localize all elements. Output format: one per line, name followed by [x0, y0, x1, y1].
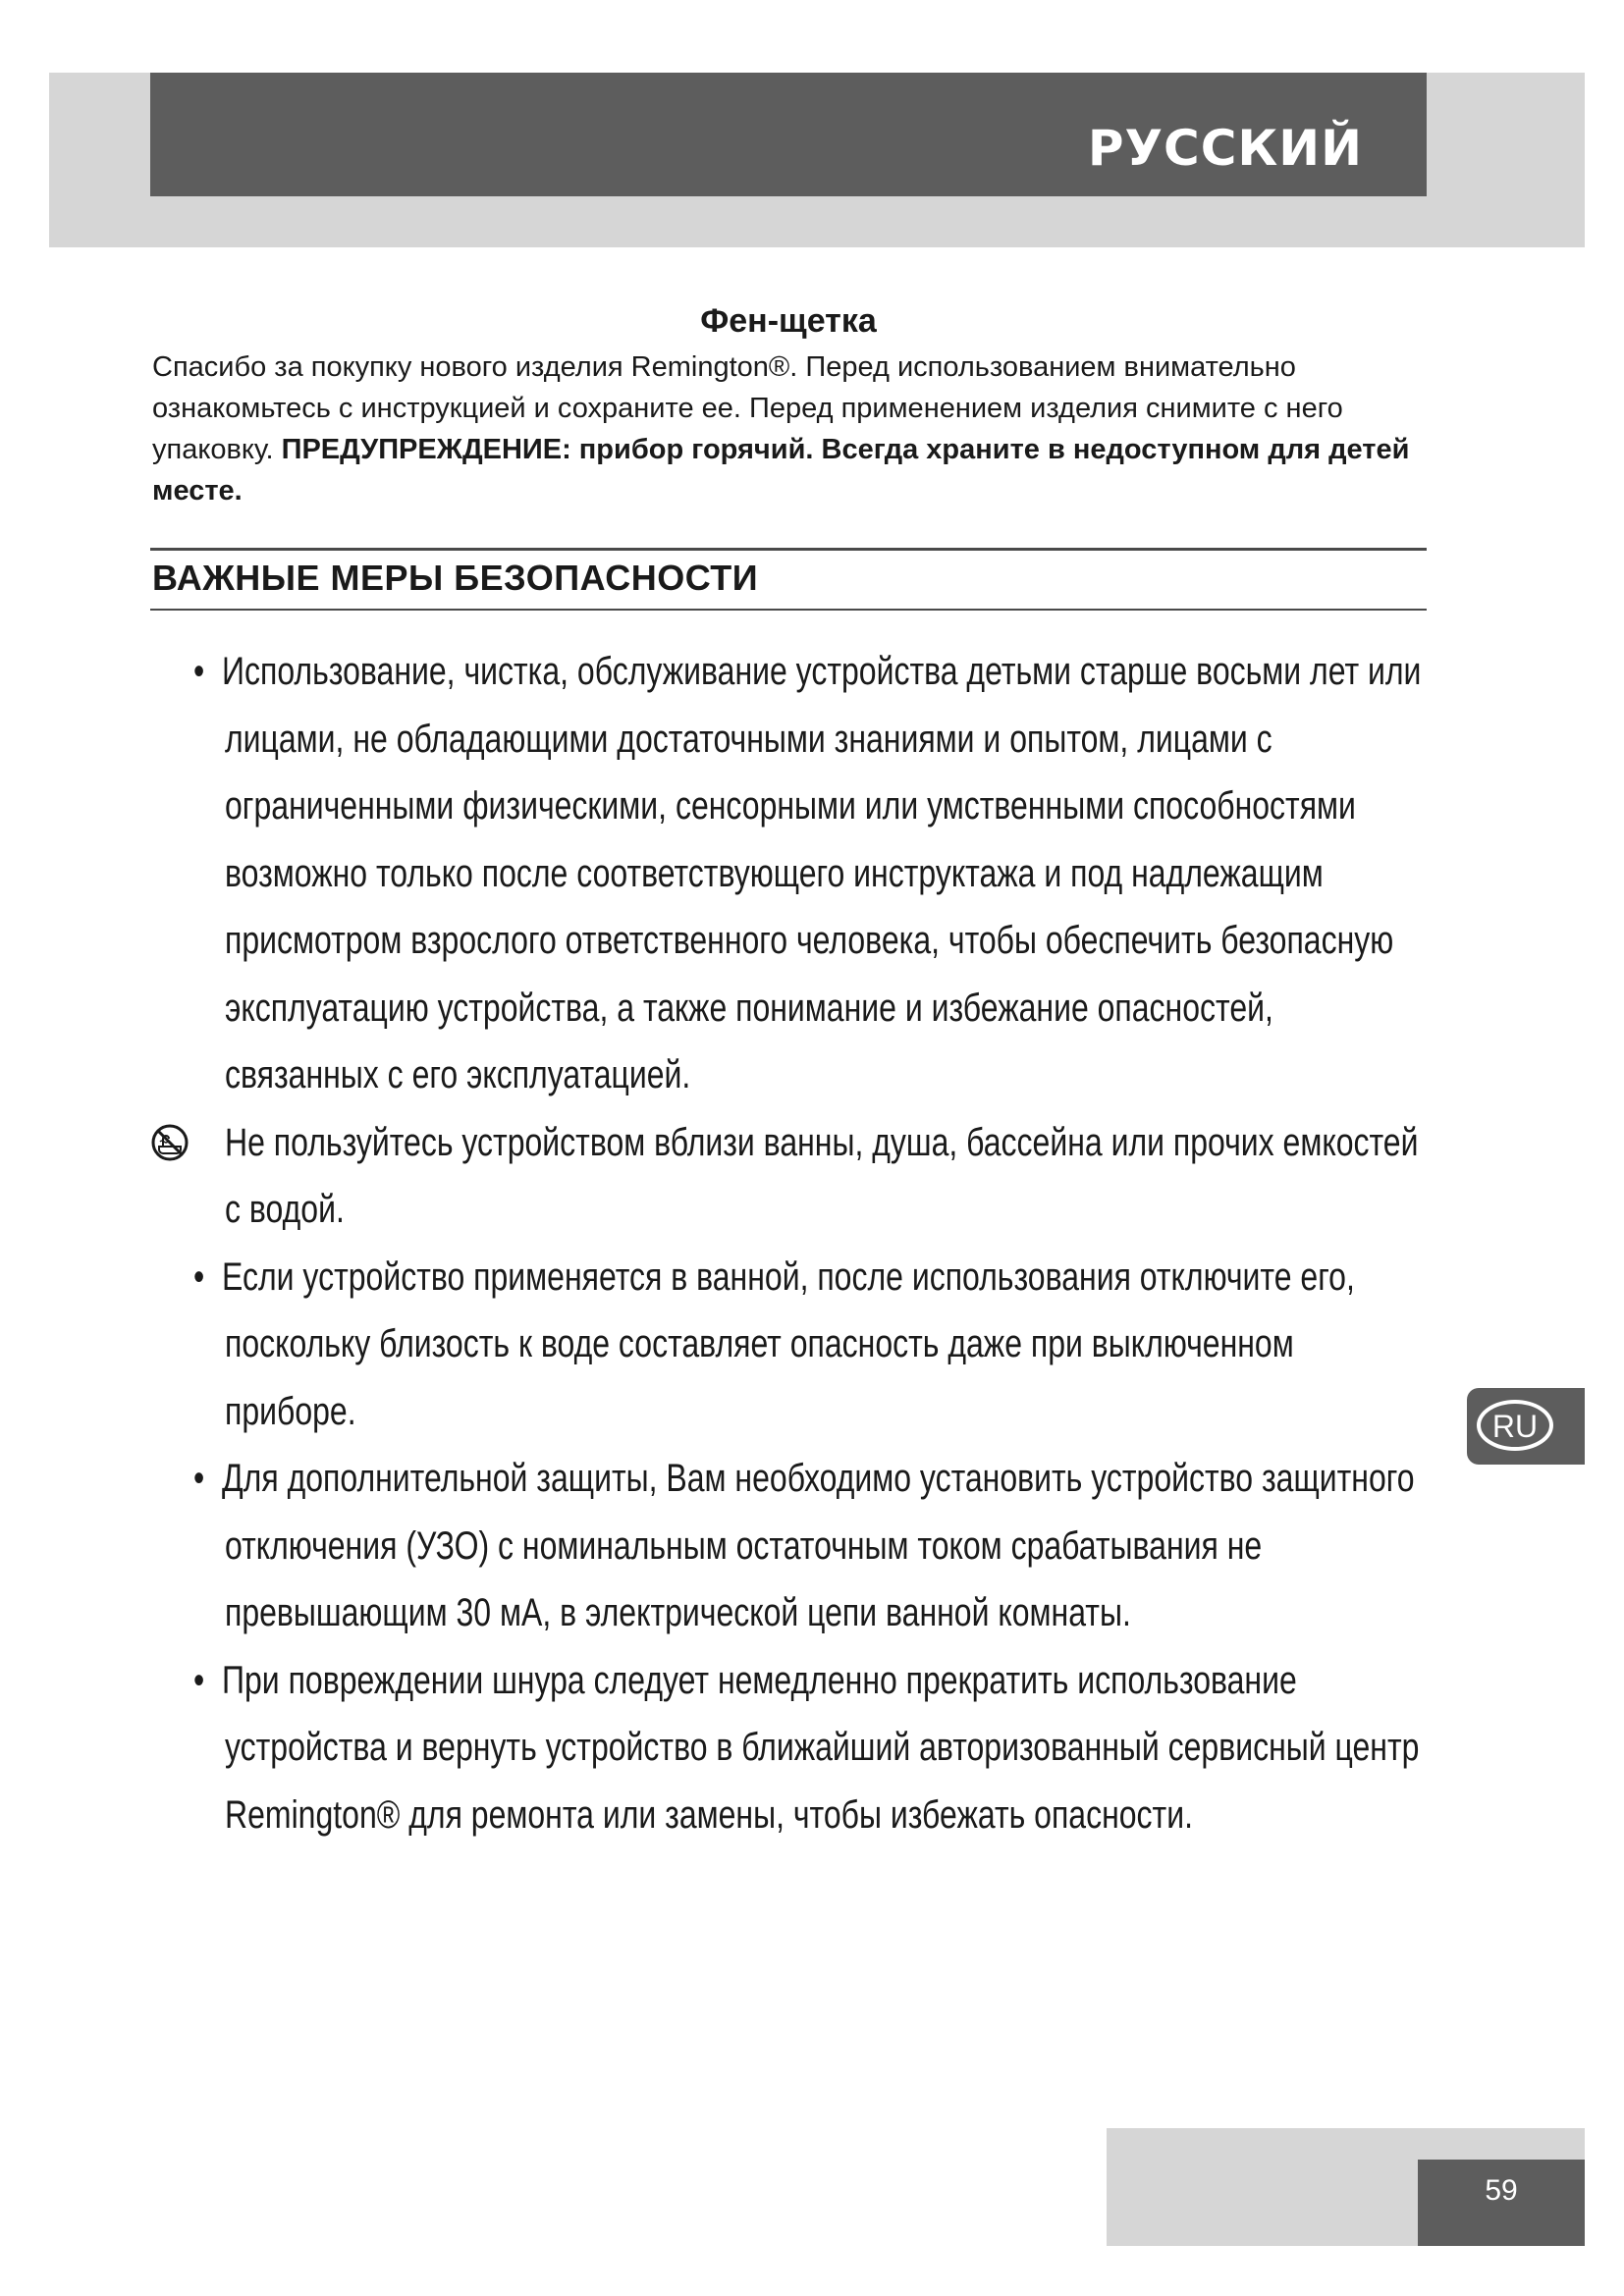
header-title-bar	[150, 73, 1427, 196]
heading-rule-top	[150, 548, 1427, 551]
intro-warning: ПРЕДУПРЕЖДЕНИЕ: прибор горячий. Всегда храните в недоступном для детей месте.	[152, 434, 1410, 507]
heading-rule-bottom	[150, 609, 1427, 611]
language-tab	[1467, 1388, 1585, 1465]
intro-paragraph	[152, 347, 1429, 511]
list-item-text: • Если устройство применяется в ванной, после использования отключите его, поскольку близость к воде составляет опасность даже при выключенном приборе.	[193, 1255, 1355, 1433]
page-number: 59	[1485, 2174, 1518, 2207]
list-item	[150, 1109, 1427, 1244]
list-item	[150, 1445, 1427, 1647]
list-item	[150, 1647, 1427, 1849]
product-title: Фен-щетка	[700, 302, 877, 340]
intro-body: Спасибо за покупку нового изделия Remington®. Перед использованием внимательно ознакомьтесь с инструкцией и сохраните ее. Перед применением изделия снимите с него упаковку.	[152, 351, 1343, 465]
bullet-marker: •	[193, 1457, 205, 1500]
section-heading: ВАЖНЫЕ МЕРЫ БЕЗОПАСНОСТИ	[152, 558, 759, 598]
language-title: РУССКИЙ	[1087, 120, 1363, 177]
list-item-text: • Для дополнительной защиты, Вам необходимо установить устройство защитного отключения (УЗО) с номинальным остаточным током срабатывания не превышающим 30 мА, в электрической цепи ванной комнаты.	[193, 1457, 1415, 1634]
list-item-text: Не пользуйтесь устройством вблизи ванны, душа, бассейна или прочих емкостей с водой.	[225, 1120, 1419, 1231]
page-number-box	[1418, 2160, 1585, 2246]
list-item-text: • При повреждении шнура следует немедленно прекратить использование устройства и вернуть устройство в ближайший авторизованный сервисный центр Remington® для ремонта или замены, чтобы избежать опасности.	[193, 1658, 1420, 1837]
bullet-marker: •	[193, 650, 205, 693]
list-item	[150, 1244, 1427, 1446]
list-item-text: • Использование, чистка, обслуживание устройства детьми старше восьми лет или лицами, не обладающими достаточными знаниями и опытом, лицами с ограниченными физическими, сенсорными или умственными способностями возможно только после соответствующего инструктажа и под надлежащим присмотром взрослого ответственного человека, чтобы обеспечить безопасную эксплуатацию устройства, а также понимание и избежание опасностей, связанных с его эксплуатацией.	[193, 650, 1422, 1096]
list-item	[150, 638, 1427, 1109]
bullet-marker: •	[193, 1255, 205, 1299]
bullet-marker: •	[193, 1658, 205, 1702]
language-tab-label: RU	[1491, 1409, 1539, 1444]
no-bath-icon	[150, 1123, 189, 1162]
safety-list	[150, 638, 1427, 1848]
